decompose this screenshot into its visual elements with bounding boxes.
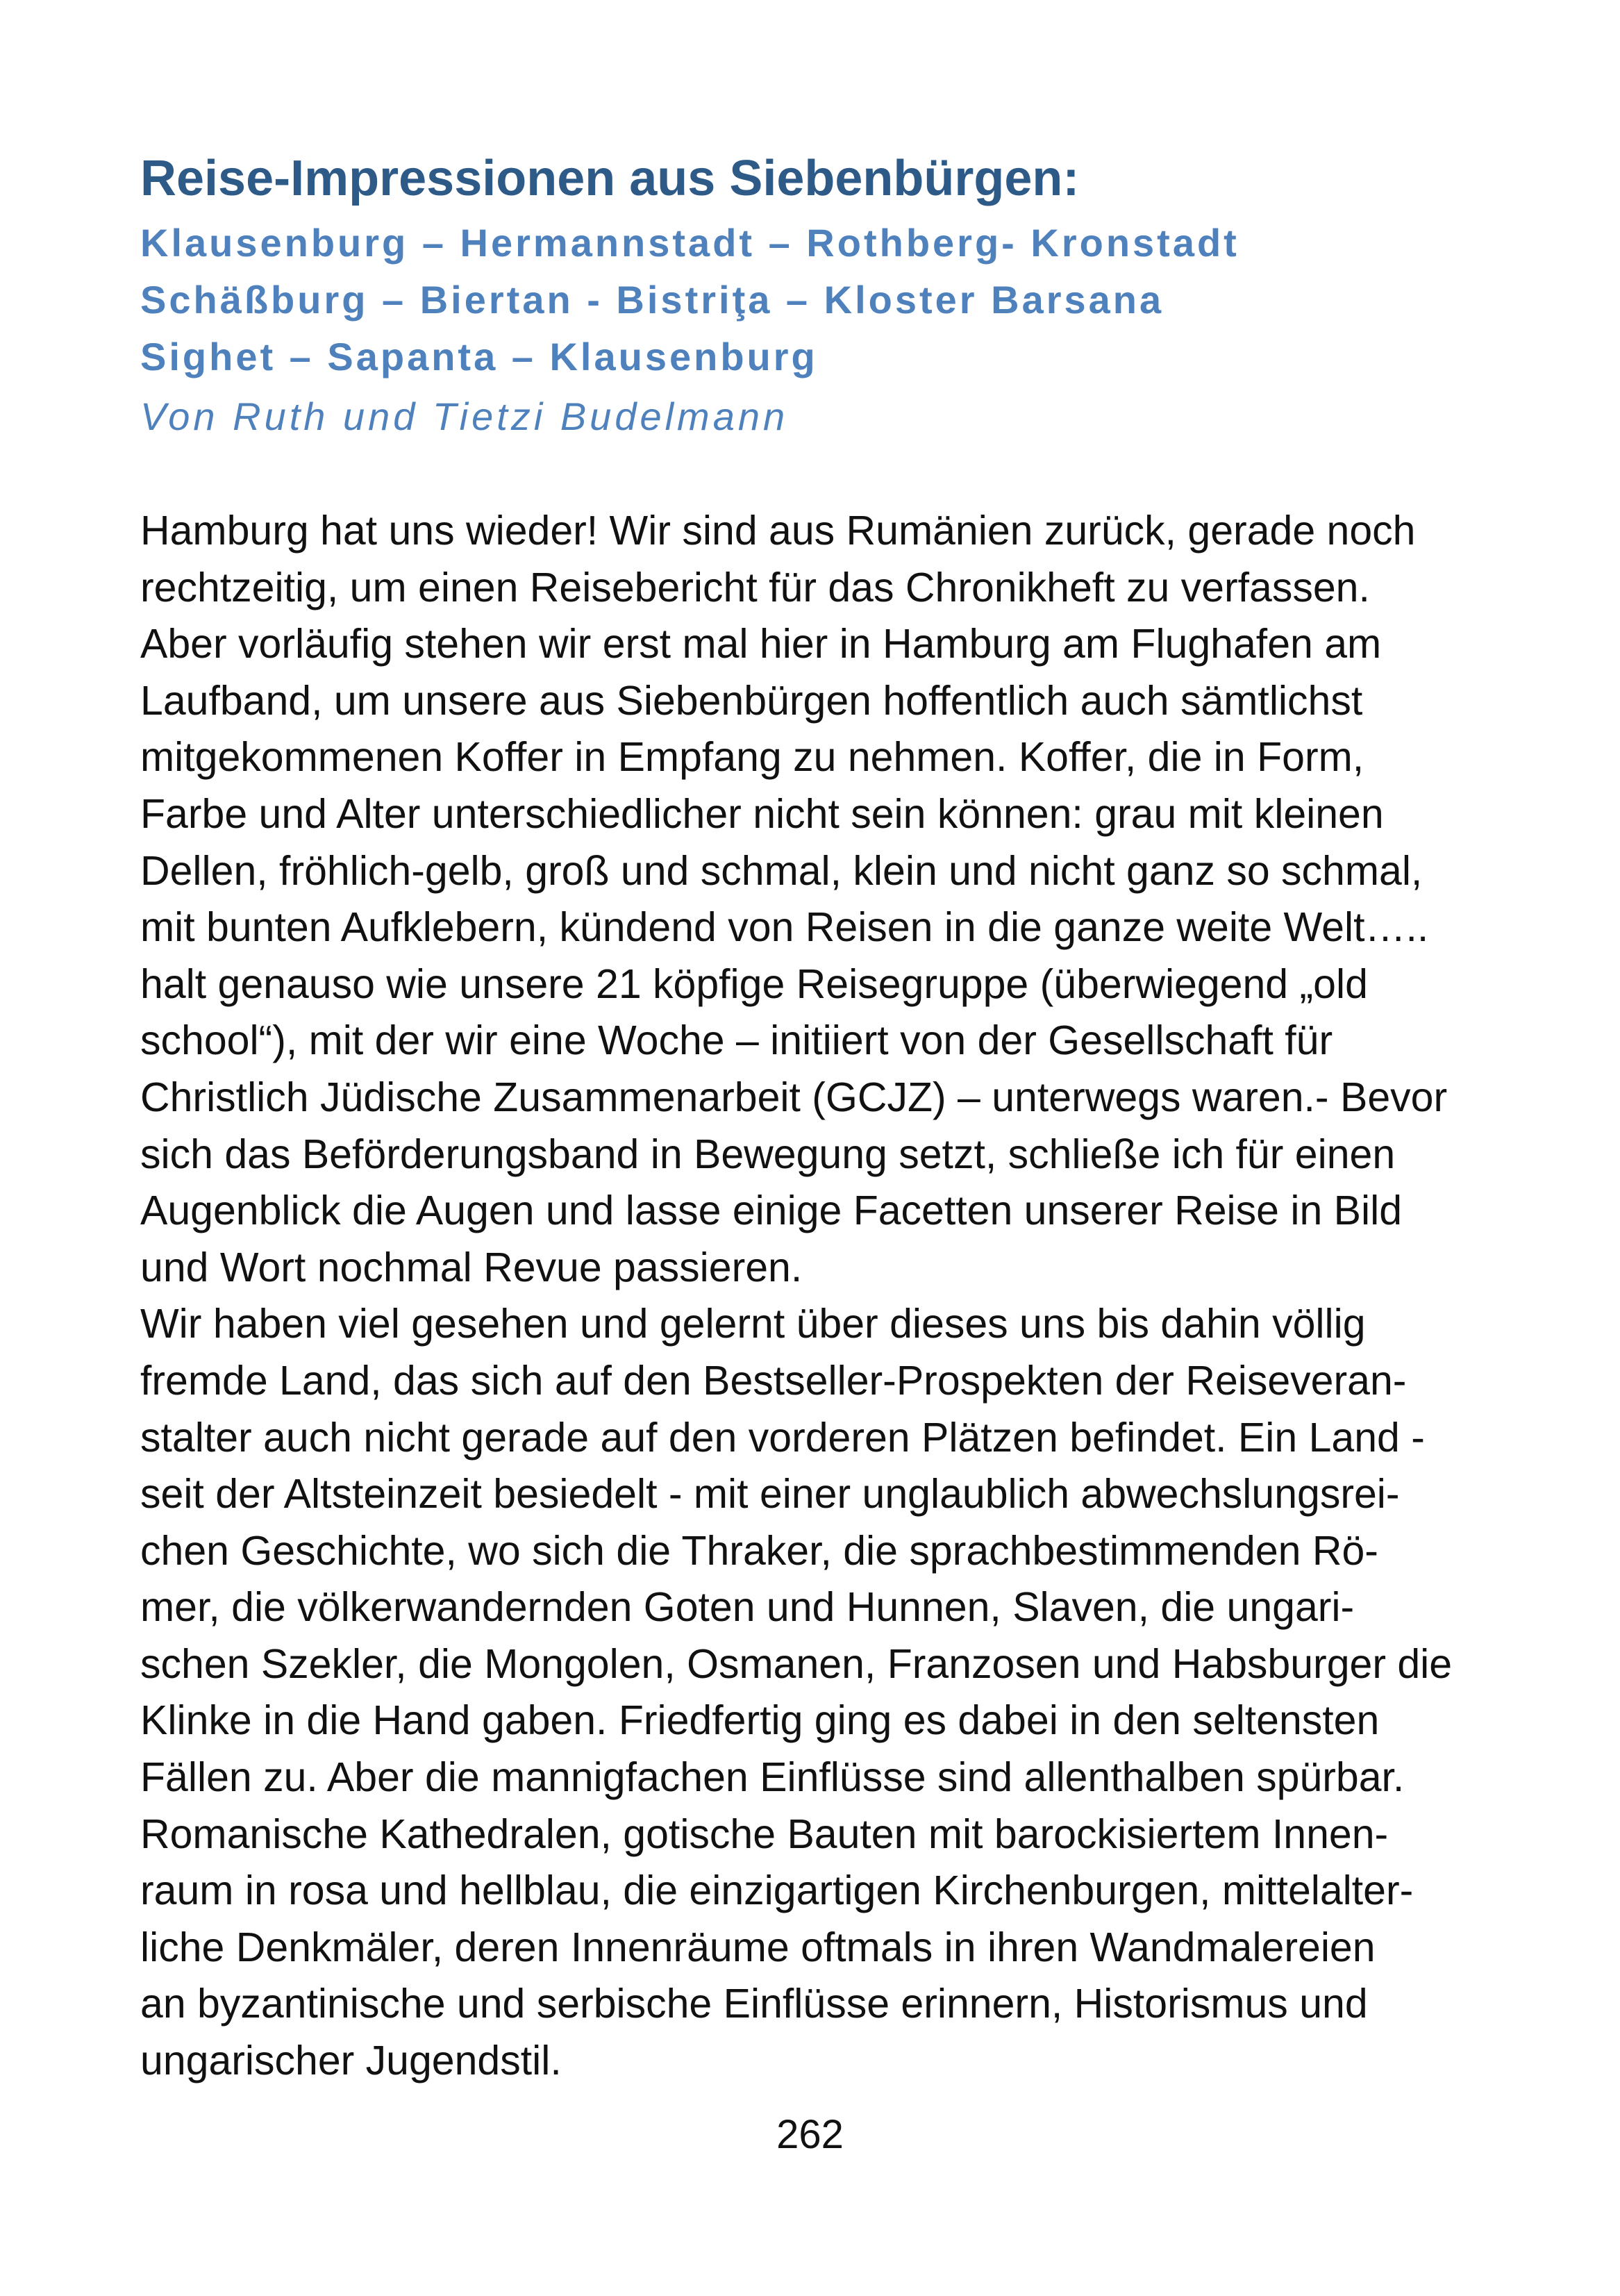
body-text-line: ungarischer Jugendstil.	[140, 2038, 562, 2084]
page-title: Reise-Impressionen aus Siebenbürgen:	[140, 151, 1080, 206]
author-byline: Von Ruth und Tietzi Budelmann	[140, 394, 789, 438]
body-text-line: seit der Altsteinzeit besiedelt - mit einer unglaublich abwechslungsrei-	[140, 1471, 1400, 1517]
body-text-line: an byzantinische und serbische Einflüsse erinnern, Historismus und	[140, 1981, 1368, 2027]
body-text-line: rechtzeitig, um einen Reisebericht für das Chronikheft zu verfassen.	[140, 564, 1370, 610]
body-text-line: Christlich Jüdische Zusammenarbeit (GCJZ) – unterwegs waren.- Bevor	[140, 1074, 1448, 1120]
body-text-line: Wir haben viel gesehen und gelernt über dieses uns bis dahin völlig	[140, 1301, 1366, 1347]
body-text-line: Farbe und Alter unterschiedlicher nicht sein können: grau mit kleinen	[140, 790, 1384, 837]
page-number: 262	[776, 2112, 844, 2157]
body-text-line: Augenblick die Augen und lasse einige Facetten unserer Reise in Bild	[140, 1188, 1403, 1234]
body-text-line: mitgekommenen Koffer in Empfang zu nehmen. Koffer, die in Form,	[140, 734, 1364, 781]
body-text-line: und Wort nochmal Revue passieren.	[140, 1244, 803, 1290]
body-text-line: Dellen, fröhlich-gelb, groß und schmal, klein und nicht ganz so schmal,	[140, 847, 1423, 894]
body-text-line: school“), mit der wir eine Woche – initiiert von der Gesellschaft für	[140, 1017, 1333, 1064]
body-text-line: schen Szekler, die Mongolen, Osmanen, Franzosen und Habsburger die	[140, 1640, 1453, 1687]
body-text-line: Fällen zu. Aber die mannigfachen Einflüsse sind allenthalben spürbar.	[140, 1754, 1405, 1801]
body-text-line: Romanische Kathedralen, gotische Bauten mit barockisiertem Innen-	[140, 1811, 1389, 1857]
body-text-line: sich das Beförderungsband in Bewegung setzt, schließe ich für einen	[140, 1131, 1396, 1177]
body-text-line: liche Denkmäler, deren Innenräume oftmals in ihren Wandmalereien	[140, 1924, 1376, 1970]
body-text-line: halt genauso wie unsere 21 köpfige Reisegruppe (überwiegend „old	[140, 960, 1368, 1007]
body-text-line: fremde Land, das sich auf den Bestseller-Prospekten der Reiseveran-	[140, 1357, 1407, 1404]
body-text-line: Aber vorläufig stehen wir erst mal hier in Hamburg am Flughafen am	[140, 621, 1382, 667]
subtitle-route-line-2: Schäßburg – Biertan - Bistriţa – Kloster Barsana	[140, 278, 1164, 322]
body-text-line: stalter auch nicht gerade auf den vorderen Plätzen befindet. Ein Land -	[140, 1414, 1425, 1461]
subtitle-route-line-3: Sighet – Sapanta – Klausenburg	[140, 335, 818, 378]
body-text-line: Hamburg hat uns wieder! Wir sind aus Rumänien zurück, gerade noch	[140, 508, 1416, 554]
article-body	[140, 503, 1487, 2090]
body-text-line: mer, die völkerwandernden Goten und Hunnen, Slaven, die ungari-	[140, 1584, 1355, 1631]
body-text-line: Laufband, um unsere aus Siebenbürgen hoffentlich auch sämtlichst	[140, 677, 1363, 724]
body-text-line: Klinke in die Hand gaben. Friedfertig ging es dabei in den seltensten	[140, 1697, 1380, 1744]
body-text-line: chen Geschichte, wo sich die Thraker, die sprachbestimmenden Rö-	[140, 1527, 1378, 1574]
body-text-line: mit bunten Aufklebern, kündend von Reisen in die ganze weite Welt…..	[140, 904, 1429, 951]
body-text-line: raum in rosa und hellblau, die einzigartigen Kirchenburgen, mittelalter-	[140, 1867, 1414, 1914]
subtitle-route-line-1: Klausenburg – Hermannstadt – Rothberg- Kronstadt	[140, 221, 1239, 265]
